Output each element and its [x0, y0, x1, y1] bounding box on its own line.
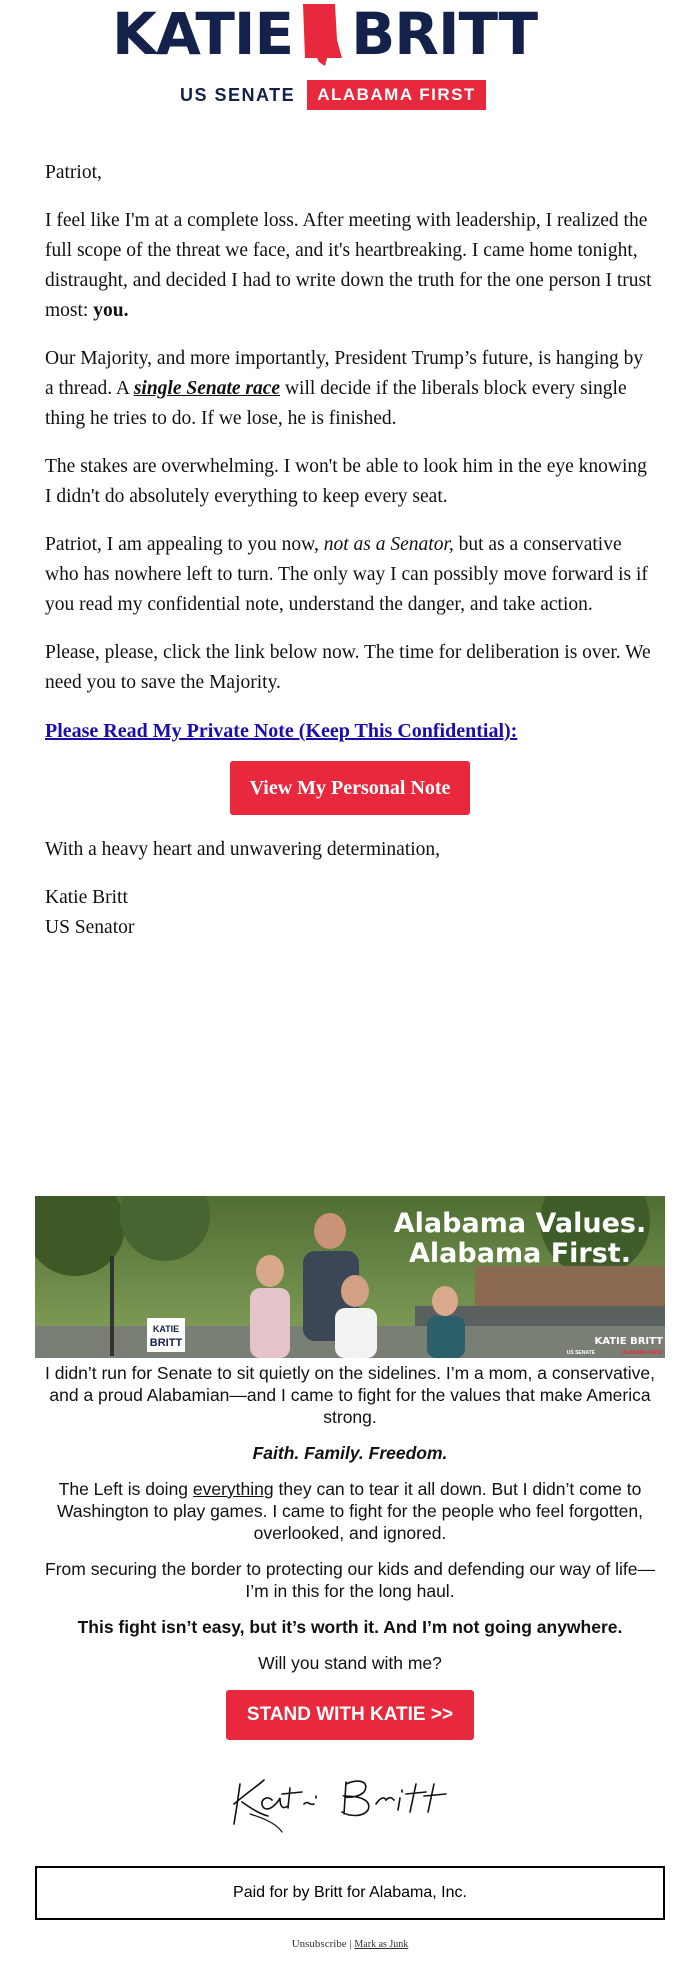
letter-paragraph-1 [45, 206, 655, 326]
private-note-link[interactable]: Please Read My Private Note (Keep This Confidential): [45, 720, 518, 742]
link-separator: | [349, 1938, 352, 1950]
banner-headline-2: Alabama First. [409, 1238, 631, 1269]
footer-paragraph-2 [35, 1478, 665, 1544]
p4-emphasis: not as a Senator, [323, 534, 454, 555]
banner-illustration [35, 1196, 665, 1358]
signer-name: Katie Britt [45, 887, 128, 908]
logo-alabama-first: ALABAMA FIRST [307, 80, 486, 110]
letter-paragraph-4 [45, 530, 655, 620]
signature-image [220, 1754, 480, 1834]
campaign-logo [0, 0, 700, 120]
campaign-banner-photo[interactable] [35, 1196, 665, 1358]
cta-wrap [45, 761, 655, 815]
unsubscribe-row [0, 1938, 700, 1950]
banner-badge-sub-right: ALABAMA FIRST [622, 1350, 663, 1356]
footer-content [35, 1362, 665, 1839]
fp2-text-a: The Left is doing [58, 1479, 193, 1499]
private-note-link-row [45, 716, 655, 747]
signer-title: US Senator [45, 917, 135, 938]
yard-sign-text-2: BRITT [149, 1337, 183, 1349]
handwritten-signature [35, 1754, 665, 1839]
yard-sign-text-1: KATIE [152, 1324, 180, 1334]
p2-text-b: will decide if the liberals block every single thing he tries to do. If we lose, he is finished. [45, 378, 627, 429]
stand-button-wrap [35, 1688, 665, 1740]
mark-as-junk-link[interactable]: Mark as Junk [354, 1939, 409, 1950]
footer-paragraph-3: From securing the border to protecting our kids and defending our way of life—I’m in this for the long haul. [45, 1559, 655, 1601]
letter-paragraph-5: Please, please, click the link below now. The time for deliberation is over. We need you to save the Majority. [45, 642, 651, 693]
letter-paragraph-2 [45, 344, 655, 434]
logo-word-britt: BRITT [351, 0, 538, 68]
p2-emphasis: single Senate race [133, 378, 281, 399]
footer-motto [35, 1442, 665, 1464]
p1-text: I feel like I'm at a complete loss. After meeting with leadership, I realized the full scope of the threat we face, and it's heartbreaking. I came home tonight, distraught, and decided I had to write down the truth for the one person I trust most: [45, 210, 652, 321]
logo-subline [180, 80, 486, 110]
motto-text: Faith. Family. Freedom. [252, 1443, 448, 1463]
letter-body [45, 158, 655, 961]
footer-paragraph-5: Will you stand with me? [258, 1653, 442, 1673]
fp2-text-b: they can to tear it all down. But I didn’t come to Washington to play games. I came to fight for the people who feel forgotten, overlooked, and ignored. [57, 1479, 643, 1543]
footer-paragraph-4 [35, 1616, 665, 1638]
p1-bold: you. [93, 300, 129, 321]
banner-badge-sub-left: US SENATE [566, 1350, 595, 1356]
banner-badge-name: KATIE BRITT [594, 1336, 663, 1347]
greeting: Patriot, [45, 162, 102, 183]
footer-paragraph-1: I didn’t run for Senate to sit quietly on the sidelines. I’m a mom, a conservative, and a proud Alabamian—and I came to fight for the values that make America strong. [45, 1363, 655, 1427]
p2-text-a: Our Majority, and more importantly, President Trump’s future, is hanging by a thread. A [45, 348, 644, 399]
logo-us-senate: US SENATE [180, 84, 296, 105]
letter-paragraph-3: The stakes are overwhelming. I won't be able to look him in the eye knowing I didn't do absolutely everything to keep every seat. [45, 456, 647, 507]
alabama-state-icon [297, 0, 347, 68]
fp2-underline: everything [192, 1479, 274, 1499]
logo-wordmark [112, 0, 588, 68]
unsubscribe-link[interactable]: Unsubscribe [291, 1938, 347, 1950]
banner-headline-1: Alabama Values. [393, 1208, 647, 1239]
paid-for-disclaimer: Paid for by Britt for Alabama, Inc. [35, 1866, 665, 1920]
fp4-bold: This fight isn’t easy, but it’s worth it. And I’m not going anywhere. [77, 1617, 623, 1637]
stand-with-katie-button[interactable]: STAND WITH KATIE >> [226, 1690, 474, 1740]
view-personal-note-button[interactable]: View My Personal Note [230, 761, 471, 815]
p4-text-a: Patriot, I am appealing to you now, [45, 534, 324, 555]
closing: With a heavy heart and unwavering determination, [45, 839, 441, 860]
logo-word-katie: KATIE [112, 0, 294, 68]
signature-block [45, 883, 655, 943]
p4-text-b: but as a conservative who has nowhere left to turn. The only way I can possibly move forward is if you read my confidential note, understand the danger, and take action. [45, 534, 648, 615]
